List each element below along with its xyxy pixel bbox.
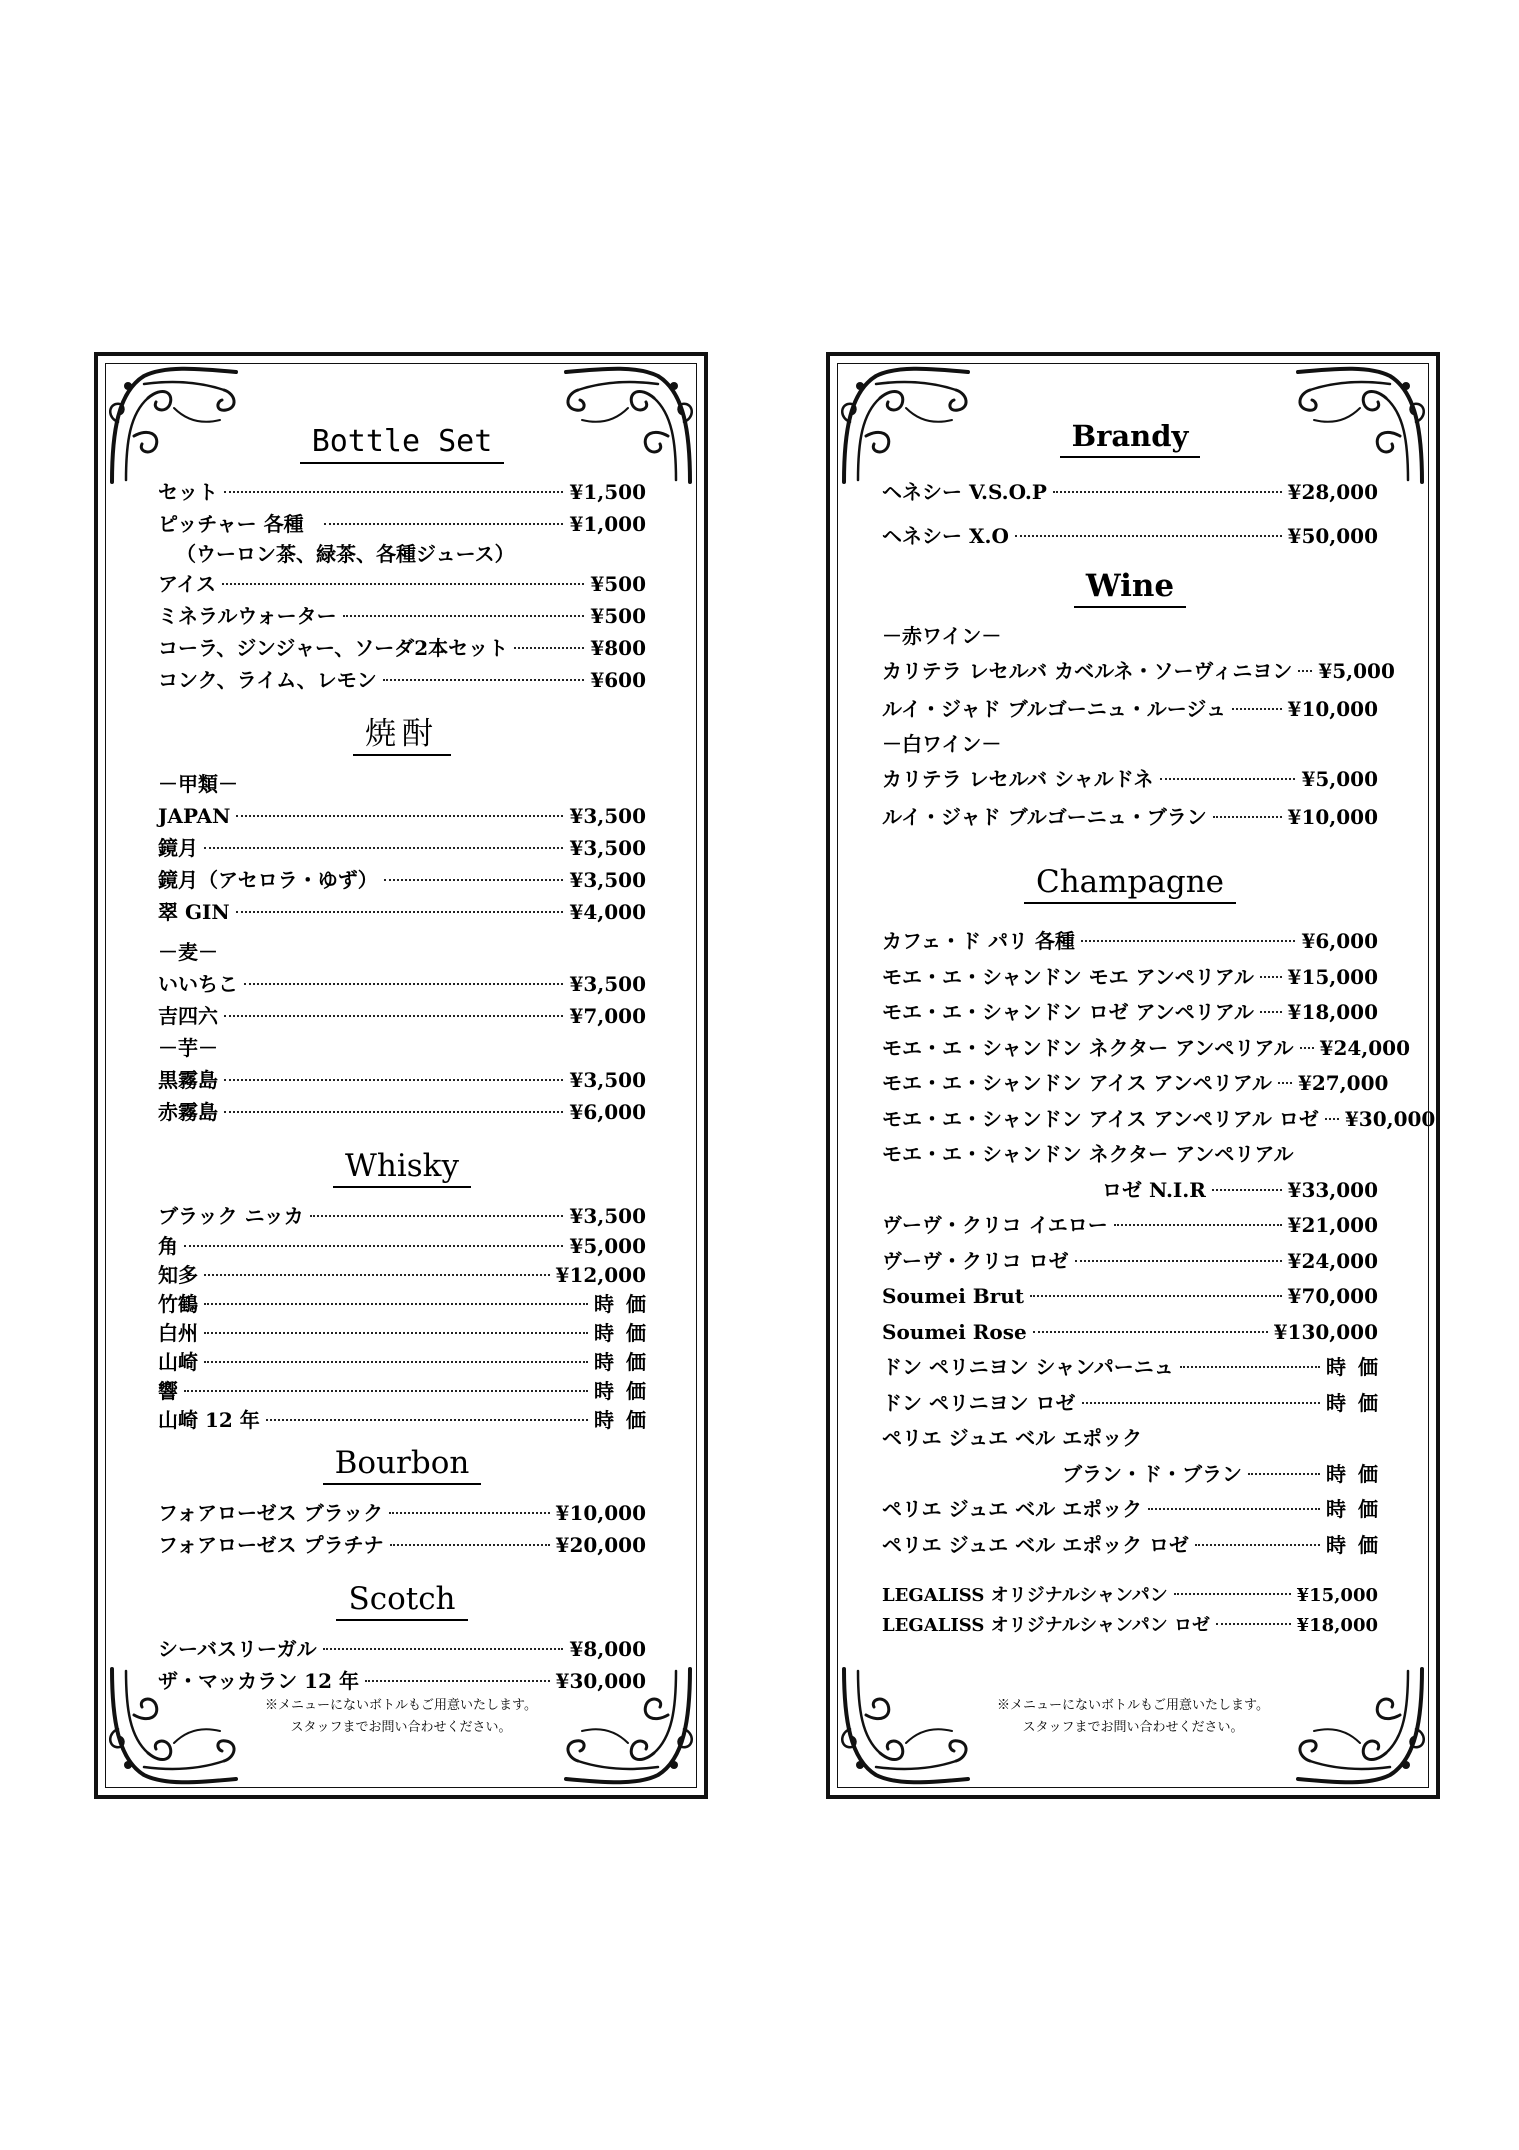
- menu-item: モエ・エ・シャンドン ネクター アンペリアル ¥24,000: [882, 1035, 1410, 1060]
- menu-item: LEGALISS オリジナルシャンパン ロゼ ¥18,000: [882, 1615, 1378, 1636]
- section-title-scotch: Scotch: [336, 1579, 467, 1621]
- menu-item: カリテラ レセルバ カベルネ・ソーヴィニヨン ¥5,000: [882, 659, 1395, 683]
- subheading-white-wine: －白ワイン－: [882, 732, 1002, 756]
- menu-item: モエ・エ・シャンドン アイス アンペリアル ロゼ ¥30,000: [882, 1106, 1436, 1131]
- section-title-bourbon: Bourbon: [323, 1443, 482, 1485]
- menu-item: 山崎 12 年 時価: [158, 1408, 658, 1432]
- menu-item: 白州 時価: [158, 1321, 658, 1345]
- menu-item: モエ・エ・シャンドン ロゼ アンペリアル ¥18,000: [882, 1000, 1378, 1024]
- section-title-champagne: Champagne: [1024, 862, 1236, 904]
- footer-line: ※メニューにないボトルもご用意いたします。: [997, 1698, 1269, 1713]
- menu-item: カリテラ レセルバ シャルドネ ¥5,000: [882, 767, 1378, 791]
- menu-item: コンク、ライム、レモン ¥600: [158, 668, 646, 692]
- menu-item: ペリエ ジュエ ベル エポック 時価: [882, 1497, 1390, 1521]
- menu-item: ピッチャー 各種 ¥1,000: [158, 512, 646, 536]
- menu-item: JAPAN ¥3,500: [158, 804, 646, 828]
- menu-item: ルイ・ジャド ブルゴーニュ・ブラン ¥10,000: [882, 805, 1378, 829]
- menu-item: ドン ペリニヨン シャンパーニュ 時価: [882, 1355, 1390, 1379]
- footer-note: [830, 1695, 1436, 1739]
- menu-item: 知多 ¥12,000: [158, 1263, 646, 1287]
- section-title-wine: Wine: [1074, 566, 1186, 608]
- menu-item: 竹鶴 時価: [158, 1292, 658, 1316]
- menu-panel-left: [94, 352, 708, 1799]
- menu-item: いいちこ ¥3,500: [158, 972, 646, 996]
- menu-item: フォアローゼス ブラック ¥10,000: [158, 1501, 646, 1525]
- menu-item: Soumei Rose ¥130,000: [882, 1319, 1378, 1344]
- menu-item: 黒霧島 ¥3,500: [158, 1068, 646, 1092]
- menu-item: 翠 GIN ¥4,000: [158, 900, 646, 924]
- menu-content-right: [882, 416, 1436, 1641]
- menu-item-line: ペリエ ジュエ ベル エポック: [882, 1426, 1143, 1450]
- subheading-kou: －甲類－: [158, 772, 238, 796]
- menu-item: ヴーヴ・クリコ ロゼ ¥24,000: [882, 1248, 1378, 1273]
- subheading-red-wine: －赤ワイン－: [882, 624, 1002, 648]
- pitcher-note: （ウーロン茶、緑茶、各種ジュース）: [176, 542, 515, 566]
- menu-item: 山崎 時価: [158, 1350, 658, 1374]
- menu-item: ロゼ N.I.R ¥33,000: [1102, 1177, 1378, 1202]
- footer-line: スタッフまでお問い合わせください。: [290, 1720, 512, 1735]
- menu-item: セット ¥1,500: [158, 480, 646, 504]
- menu-item: アイス ¥500: [158, 572, 646, 596]
- menu-item: 鏡月 ¥3,500: [158, 836, 646, 860]
- menu-item: 赤霧島 ¥6,000: [158, 1100, 646, 1124]
- menu-item: ブラック ニッカ ¥3,500: [158, 1204, 646, 1228]
- section-title-brandy: Brandy: [1060, 416, 1201, 458]
- menu-item: モエ・エ・シャンドン アイス アンペリアル ¥27,000: [882, 1071, 1389, 1095]
- menu-item: フォアローゼス プラチナ ¥20,000: [158, 1533, 646, 1557]
- menu-item: ヴーヴ・クリコ イエロー ¥21,000: [882, 1213, 1378, 1237]
- menu-item: 鏡月（アセロラ・ゆず） ¥3,500: [158, 868, 646, 892]
- footer-note: [98, 1695, 704, 1739]
- menu-item: 響 時価: [158, 1379, 658, 1403]
- menu-item: 吉四六 ¥7,000: [158, 1004, 646, 1028]
- subheading-imo: －芋－: [158, 1036, 218, 1060]
- menu-item: Soumei Brut ¥70,000: [882, 1284, 1378, 1308]
- menu-item: モエ・エ・シャンドン モエ アンペリアル ¥15,000: [882, 964, 1378, 989]
- subheading-mugi: －麦－: [158, 940, 218, 964]
- menu-item: ルイ・ジャド ブルゴーニュ・ルージュ ¥10,000: [882, 697, 1378, 721]
- footer-line: ※メニューにないボトルもご用意いたします。: [265, 1698, 537, 1713]
- menu-item: ザ・マッカラン 12 年 ¥30,000: [158, 1669, 646, 1693]
- menu-item: ブラン・ド・ブラン 時価: [1062, 1461, 1390, 1486]
- section-title-whisky: Whisky: [333, 1146, 471, 1188]
- menu-content-left: [158, 416, 658, 1697]
- menu-item: コーラ、ジンジャー、ソーダ2本セット ¥800: [158, 636, 646, 660]
- menu-item: ドン ペリニヨン ロゼ 時価: [882, 1390, 1390, 1415]
- menu-item: LEGALISS オリジナルシャンパン ¥15,000: [882, 1585, 1378, 1606]
- menu-item: 角 ¥5,000: [158, 1234, 646, 1258]
- section-title-bottle-set: Bottle Set: [300, 422, 505, 464]
- menu-item: シーバスリーガル ¥8,000: [158, 1637, 646, 1661]
- menu-item: ペリエ ジュエ ベル エポック ロゼ 時価: [882, 1532, 1390, 1557]
- section-title-shochu: 焼酎: [353, 714, 451, 756]
- menu-item: カフェ・ド パリ 各種 ¥6,000: [882, 929, 1378, 953]
- menu-item-line: モエ・エ・シャンドン ネクター アンペリアル: [882, 1142, 1294, 1166]
- menu-item: ヘネシー V.S.O.P ¥28,000: [882, 480, 1378, 504]
- menu-panel-right: [826, 352, 1440, 1799]
- footer-line: スタッフまでお問い合わせください。: [1022, 1720, 1244, 1735]
- menu-item: ミネラルウォーター ¥500: [158, 604, 646, 628]
- menu-item: ヘネシー X.O ¥50,000: [882, 524, 1378, 548]
